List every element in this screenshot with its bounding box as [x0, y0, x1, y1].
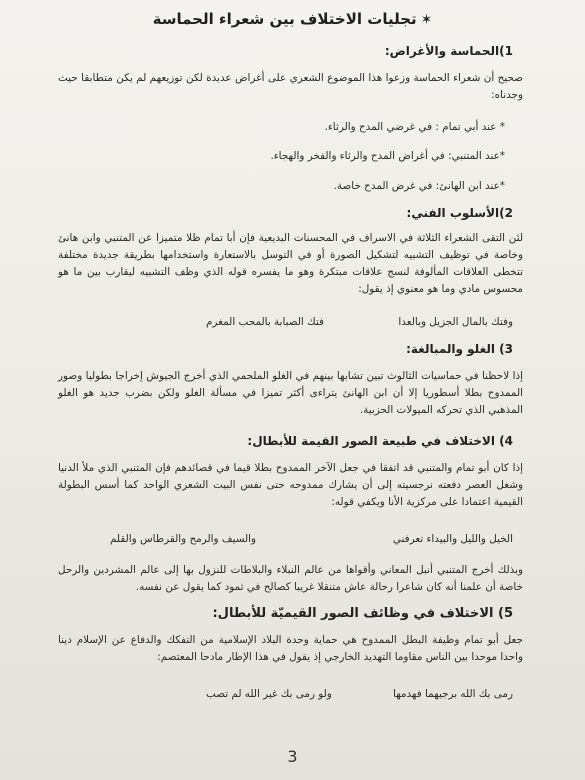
section-5-text: جعل أبو تمام وظيفة البطل الممدوح هي حماية وحدة البلاد الإسلامية من التفكك والدفاع عن الإسلام دينا واحدا موحدا بين الناس مقاوما التهديد الخارجي إذ يقول في هذا الإطار مادحا المعتصم:	[58, 634, 523, 663]
section-4-heading: 4) الاختلاف في طبيعة الصور القيمة للأبطال:	[247, 434, 513, 448]
section-1-bullet-1: * عند أبي تمام : في غرضي المدح والرثاء.	[324, 121, 505, 133]
section-4-text: إذا كان أبو تمام والمتنبي قد اتفقا في جعل الآخر الممدوح بطلا قيما في قصائدهم فإن المتنبي الذي ملأ الدنيا وشغل العصر دفعته نرجسيته إلى أن يشارك ممدوحه حتى نفس البيت الشعري الواحد كما أسس البطولة القيمية اعتمادا على مركزية الأنا ويكفي قوله:	[58, 462, 523, 508]
section-2-heading: 2)الأسلوب الفني:	[406, 206, 513, 220]
section-2-text: لئن التقى الشعراء الثلاثة في الاسراف في المحسنات البديعية فإن أبا تمام ظلا متميزا عن المتنبي وابن هانئ وخاصة في توظيف التشبيه لتشكيل الصورة أو في التوسل بالاستعارة واستخدامها بطريقة جديدة مختلفة تتخطى العلاقات المألوفة لنسج علاقات مبتكرة وهو ما يفسره قوله الذي وظف التشبيه ليقارب بين ما هو محسوس مادي وما هو معنوي إذ يقول:	[58, 232, 523, 295]
section-2-verse-left: فتك الصبابة بالمحب المغرم	[206, 316, 324, 328]
section-1-intro: صحيح أن شعراء الحماسة وزعوا هذا الموضوع الشعري على أغراض عديدة لكن توزيعهم لم يكن متطابقا حيث وجدناه:	[58, 72, 523, 101]
section-3-heading: 3) الغلو والمبالغة:	[406, 342, 513, 356]
section-1-bullet-2: *عند المتنبي: في أغراض المدح والرثاء والفخر والهجاء.	[270, 150, 505, 162]
section-2-verse-right: وفتك بالمال الجزيل وبالعدا	[398, 316, 513, 328]
section-1-heading: 1)الحماسة والأغراض:	[384, 44, 513, 58]
section-5-verse-right: رمى بك الله برجيهما فهدمها	[392, 688, 513, 700]
section-1-bullet-3: *عند ابن الهانئ: في غرض المدح خاصة.	[333, 180, 505, 192]
section-3-text: إذا لاحظنا في حماسيات الثالوث تبين تشابها بينهم في الغلو الملحمي الذي أخرج الجيوش إخراجا بطوليا وصور الممدوح بطلا أسطوريا إلا أن ابن الهانئ يتراءى أكثر تميزا في مسألة الغلو ولكن بضرب جديد هو الغلو المذهبي الذي تحركه الميولات الحزبية.	[58, 370, 523, 416]
page-title-text: تجليات الاختلاف بين شعراء الحماسة	[152, 10, 417, 28]
page-title	[0, 10, 585, 28]
page-number: 3	[287, 747, 298, 766]
section-5-heading: 5) الاختلاف في وظائف الصور القيميّة للأبطال:	[212, 606, 513, 621]
section-5-verse-left: ولو رمى بك غير الله لم تصب	[206, 688, 332, 700]
star-icon: ✶	[420, 12, 433, 28]
section-4-verse-right: الخيل والليل والبيداء تعرفني	[392, 533, 513, 545]
section-4-text-2: وبذلك أخرج المتنبي أنبل المعاني وأقواها من عالم النبلاء والبلاطات للنزول بها إلى عالم المشردين والرحل خاصة أن علمنا أنه كان شاعرا رحالة عاش متنقلا غريبا كصالح في ثمود كما يقول عن نفسه.	[58, 564, 523, 593]
section-4-verse-left: والسيف والرمح والقرطاس والقلم	[110, 533, 257, 545]
